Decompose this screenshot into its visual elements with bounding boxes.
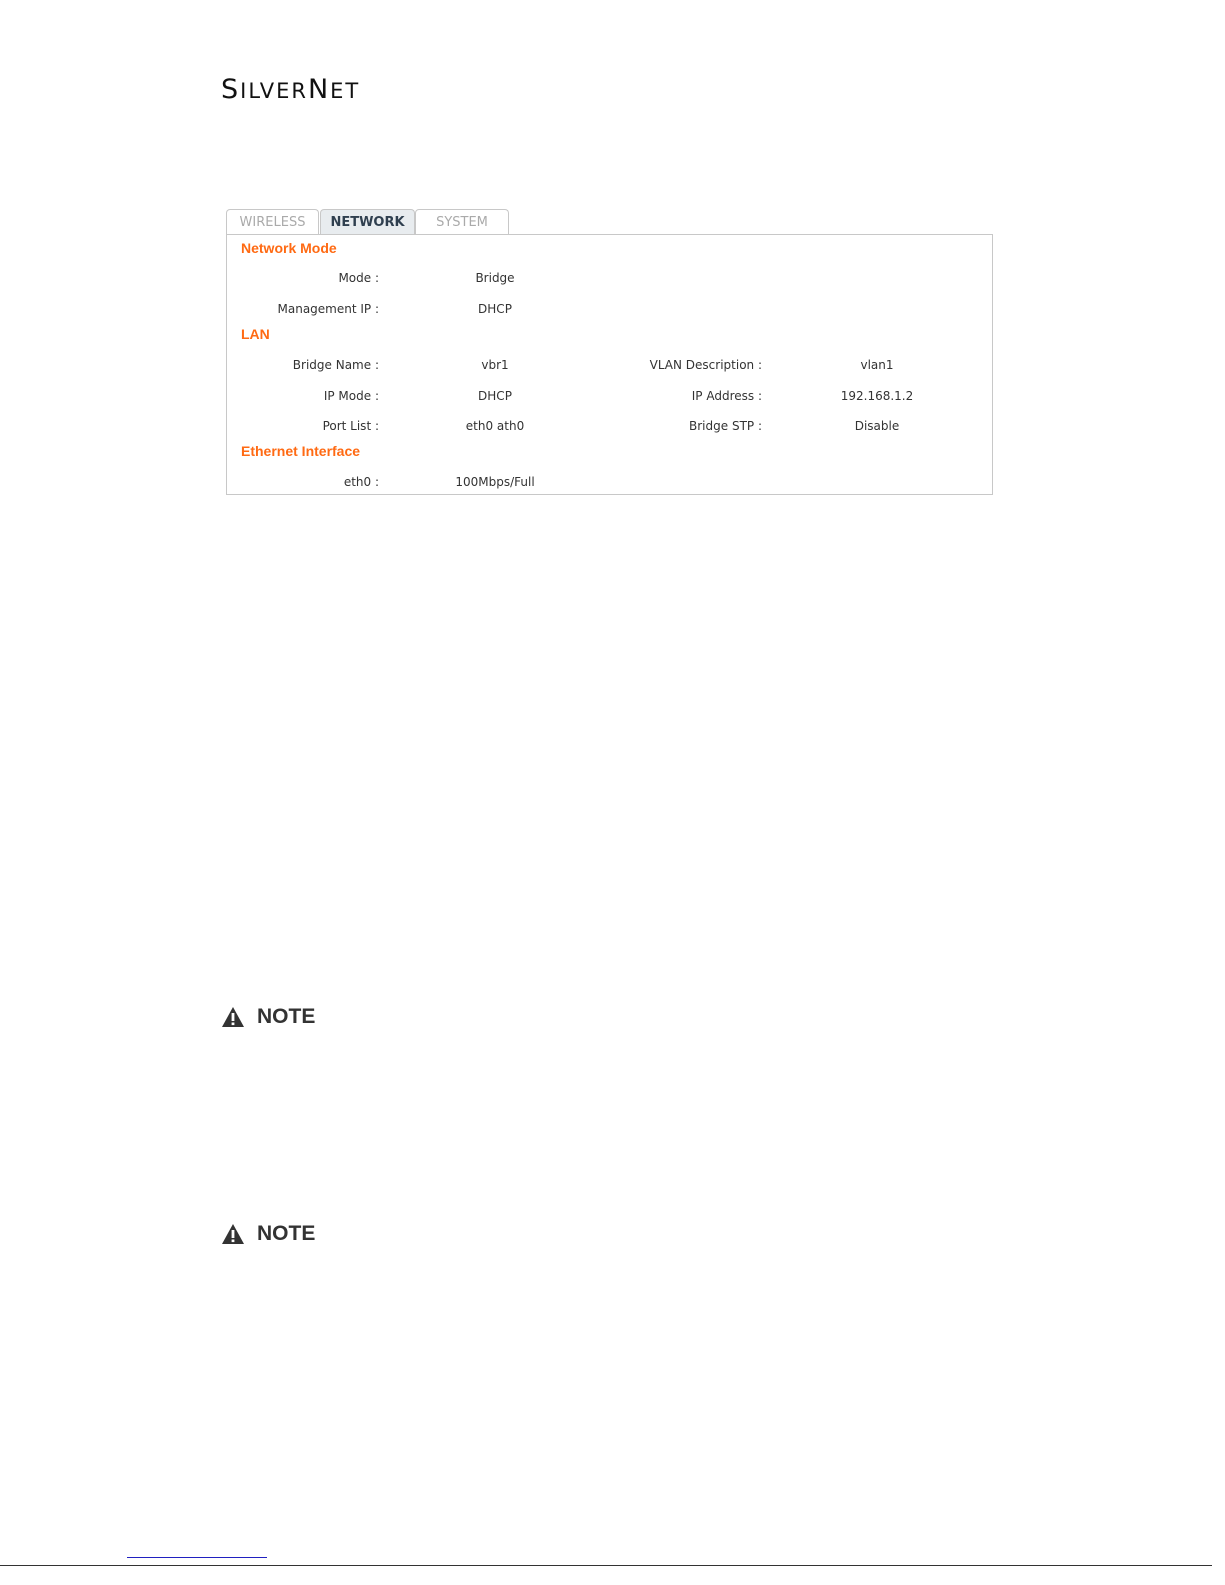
footer-divider — [0, 1565, 1212, 1566]
mode-value: Bridge — [475, 271, 515, 285]
ip-address-label: IP Address : — [691, 389, 762, 403]
tab-system[interactable]: SYSTEM — [415, 209, 509, 235]
vlan-description-value: vlan1 — [860, 358, 894, 372]
management-ip-label: Management IP : — [277, 302, 379, 316]
tab-wireless[interactable]: WIRELESS — [226, 209, 319, 235]
eth0-value: 100Mbps/Full — [455, 475, 535, 489]
section-title-ethernet-interface: Ethernet Interface — [241, 443, 361, 459]
vlan-description-label: VLAN Description : — [649, 358, 762, 372]
note-label: NOTE — [257, 1222, 316, 1245]
ip-address-value: 192.168.1.2 — [840, 389, 914, 403]
network-status-panel — [226, 234, 993, 495]
warning-icon — [221, 1223, 245, 1245]
management-ip-value: DHCP — [478, 302, 512, 316]
bridge-stp-label: Bridge STP : — [689, 419, 762, 433]
section-title-lan: LAN — [241, 326, 270, 342]
bridge-name-value: vbr1 — [481, 358, 509, 372]
eth0-label: eth0 : — [343, 475, 379, 489]
silvernet-logo: SILVERNET — [221, 74, 361, 105]
note-heading — [221, 1004, 315, 1030]
mode-label: Mode : — [338, 271, 379, 285]
note-label: NOTE — [257, 1005, 316, 1028]
section-title-network-mode: Network Mode — [241, 240, 337, 256]
tab-network[interactable]: NETWORK — [320, 209, 415, 235]
note-heading — [221, 1221, 315, 1247]
bridge-name-label: Bridge Name : — [292, 358, 379, 372]
ip-mode-label: IP Mode : — [323, 389, 379, 403]
port-list-label: Port List : — [322, 419, 379, 433]
warning-icon — [221, 1006, 245, 1028]
bridge-stp-value: Disable — [854, 419, 900, 433]
footer-link-underline — [127, 1557, 267, 1558]
port-list-value: eth0 ath0 — [465, 419, 525, 433]
ip-mode-value: DHCP — [478, 389, 512, 403]
